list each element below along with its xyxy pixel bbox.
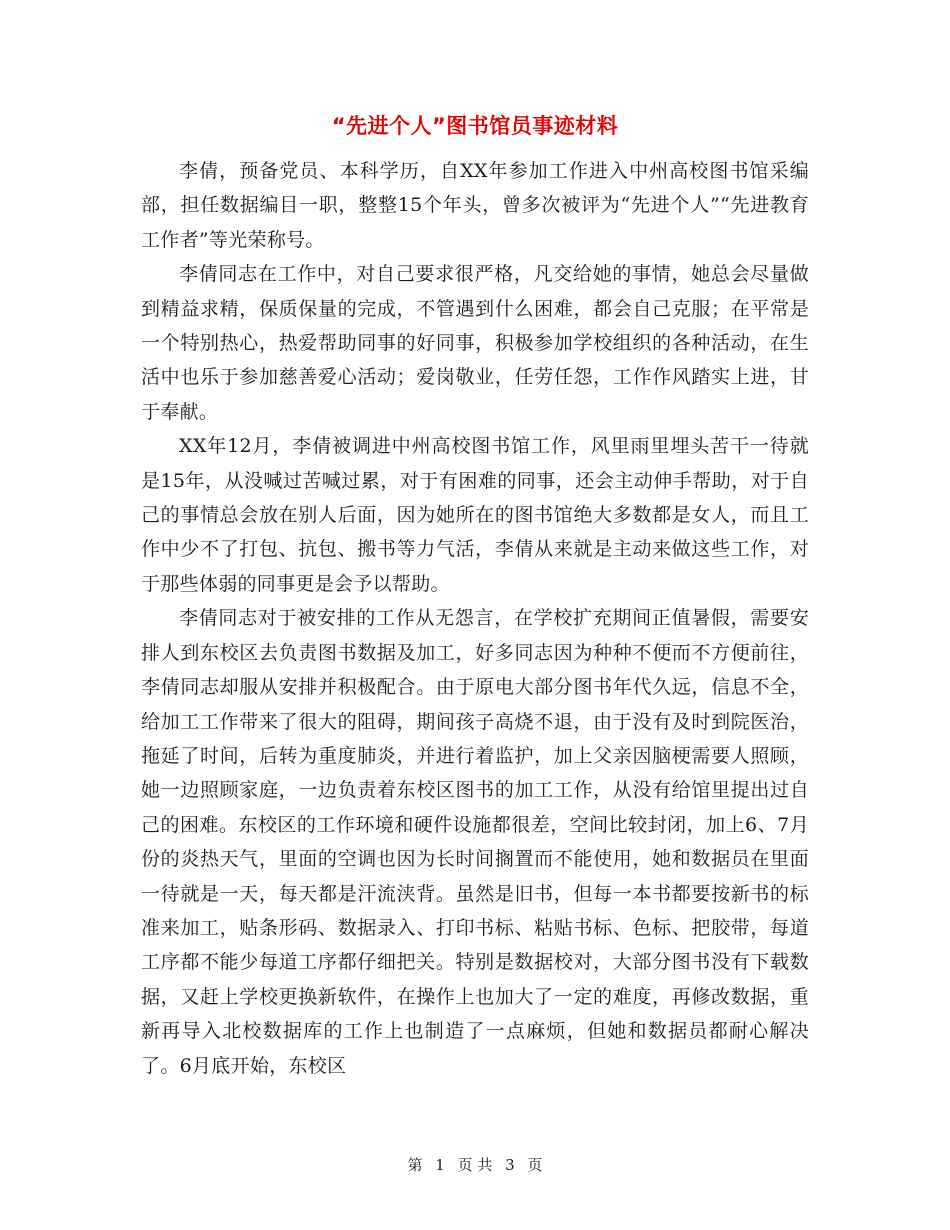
paragraph-1: 李倩，预备党员、本科学历，自XX年参加工作进入中州高校图书馆采编部，担任数据编目一职，整整15个年头，曾多次被评为“先进个人”“先进教育工作者”等光荣称号。 — [141, 160, 809, 251]
footer-total-pages: 3 — [505, 1156, 515, 1174]
footer-page-number: 1 — [435, 1156, 445, 1174]
document-title: “先进个人”图书馆员事迹材料 — [331, 114, 619, 138]
footer-suffix: 页 — [527, 1156, 543, 1174]
paragraph-3: XX年12月，李倩被调进中州高校图书馆工作，风里雨里埋头苦干一待就是15年，从没喊过苦喊过累，对于有困难的同事，还会主动伸手帮助，对于自己的事情总会放在别人后面，因为她所在的图书馆绝大多数都是女人，而且工作中少不了打包、抗包、搬书等力气活，李倩从来就是主动来做这些工作，对于那些体弱的同事更是会予以帮助。 — [141, 435, 809, 595]
paragraph-2: 李倩同志在工作中，对自己要求很严格，凡交给她的事情，她总会尽量做到精益求精，保质保量的完成，不管遇到什么困难，都会自己克服；在平常是一个特别热心，热爱帮助同事的好同事，积极参加学校组织的各种活动，在生活中也乐于参加慈善爱心活动；爱岗敬业，任劳任怨，工作作风踏实上进，甘于奉献。 — [141, 263, 809, 423]
footer-prefix: 第 — [407, 1156, 423, 1174]
page-footer — [0, 1154, 950, 1175]
footer-middle: 页 共 — [457, 1156, 493, 1174]
paragraph-4: 李倩同志对于被安排的工作从无怨言，在学校扩充期间正值暑假，需要安排人到东校区去负责图书数据及加工，好多同志因为种种不便而不方便前往，李倩同志却服从安排并积极配合。由于原电大部分图书年代久远，信息不全，给加工工作带来了很大的阻碍，期间孩子高烧不退，由于没有及时到院医治，拖延了时间，后转为重度肺炎，并进行着监护，加上父亲因脑梗需要人照顾，她一边照顾家庭，一边负责着东校区图书的加工工作，从没有给馆里提出过自己的困难。东校区的工作环境和硬件设施都很差，空间比较封闭，加上6、7月份的炎热天气，里面的空调也因为长时间搁置而不能使用，她和数据员在里面一待就是一天，每天都是汗流浃背。虽然是旧书，但每一本书都要按新书的标准来加工，贴条形码、数据录入、打印书标、粘贴书标、色标、把胶带，每道工序都不能少每道工序都仔细把关。特别是数据校对，大部分图书没有下载数据，又赶上学校更换新软件，在操作上也加大了一定的难度，再修改数据，重新再导入北校数据库的工作上也制造了一点麻烦，但她和数据员都耐心解决了。6月底开始，东校区 — [141, 607, 809, 1077]
document-body — [141, 154, 809, 1083]
